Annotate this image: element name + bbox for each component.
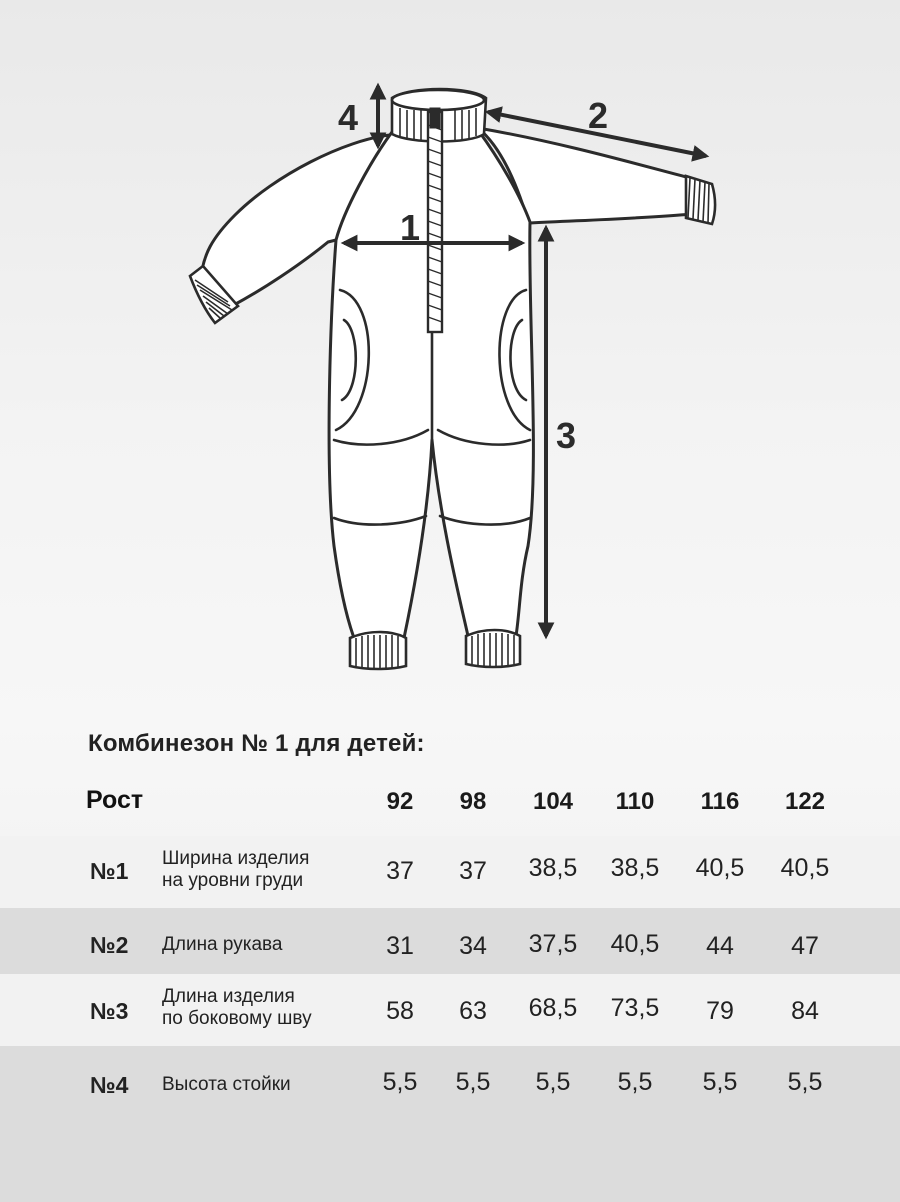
size-104: 104 xyxy=(532,788,574,815)
table-cell: 5,5 xyxy=(787,1068,823,1096)
table-cell: 5,5 xyxy=(702,1068,738,1096)
height-label: Рост xyxy=(86,786,144,814)
table-cell: 84 xyxy=(791,997,819,1025)
table-row xyxy=(0,974,900,1046)
table-row xyxy=(0,836,900,908)
row-number: №1 xyxy=(90,858,129,884)
row-label xyxy=(162,986,312,1030)
table-cell: 68,5 xyxy=(528,994,578,1022)
marker-1: 1 xyxy=(400,207,421,248)
table-cell: 31 xyxy=(386,932,414,960)
row-label xyxy=(162,934,283,956)
table-row xyxy=(0,908,900,974)
row-label-line: на уровни груди xyxy=(162,870,304,891)
table-row xyxy=(0,1046,900,1202)
table-cell: 47 xyxy=(791,932,819,960)
table-cell: 5,5 xyxy=(382,1068,418,1096)
table-cell: 44 xyxy=(706,932,734,960)
table-cell: 38,5 xyxy=(610,854,660,882)
zipper xyxy=(428,108,442,332)
table-cell: 37 xyxy=(386,857,414,885)
table-cell: 73,5 xyxy=(610,994,660,1022)
table-cell: 58 xyxy=(386,997,414,1025)
row-label-line: Длина рукава xyxy=(162,934,283,955)
size-98: 98 xyxy=(459,788,487,815)
right-leg-cuff xyxy=(466,630,520,667)
table-cell: 40,5 xyxy=(610,930,660,958)
table-cell: 38,5 xyxy=(528,854,578,882)
table-cell: 40,5 xyxy=(695,854,745,882)
size-122: 122 xyxy=(784,788,826,815)
table-cell: 63 xyxy=(459,997,487,1025)
size-110: 110 xyxy=(615,788,655,815)
marker-4: 4 xyxy=(338,97,359,138)
row-number: №3 xyxy=(90,998,129,1024)
row-label xyxy=(162,1074,291,1096)
row-label-line: Ширина изделия xyxy=(162,848,310,869)
table-cell: 5,5 xyxy=(617,1068,653,1096)
size-92: 92 xyxy=(386,788,414,815)
table-cell: 40,5 xyxy=(780,854,830,882)
table-title: Комбинезон № 1 для детей: xyxy=(88,730,425,757)
size-116: 116 xyxy=(700,788,740,815)
row-label-line: Длина изделия xyxy=(162,986,295,1007)
row-number: №4 xyxy=(90,1072,129,1098)
table-cell: 5,5 xyxy=(535,1068,571,1096)
row-label-line: по боковому шву xyxy=(162,1008,312,1029)
marker-3: 3 xyxy=(556,415,577,456)
table-cell: 34 xyxy=(459,932,487,960)
table-cell: 79 xyxy=(706,997,734,1025)
row-label-line: Высота стойки xyxy=(162,1074,291,1095)
row-number: №2 xyxy=(90,932,129,958)
marker-2: 2 xyxy=(588,95,609,136)
table-cell: 37 xyxy=(459,857,487,885)
row-label xyxy=(162,848,309,892)
table-cell: 5,5 xyxy=(455,1068,491,1096)
table-cell: 37,5 xyxy=(528,930,578,958)
size-header-row xyxy=(0,780,900,828)
